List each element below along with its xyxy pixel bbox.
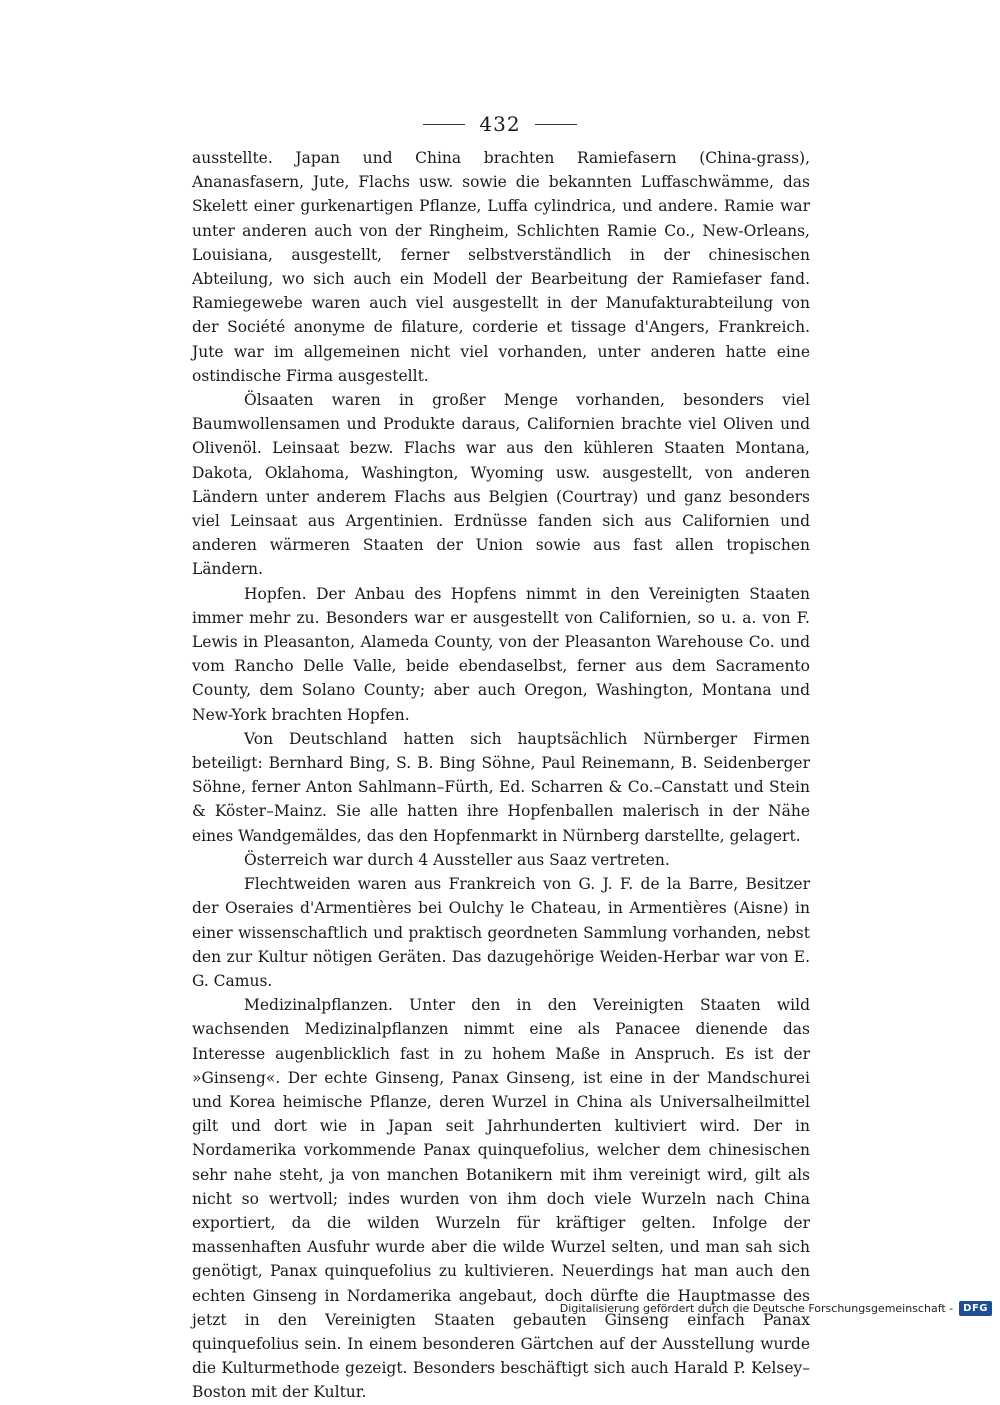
paragraph: Von Deutschland hatten sich hauptsächlich Nürnberger Firmen beteiligt: Bernhard Bing, S. B. Bing Söhne, Paul Reinemann, B. Seidenberger Söhne, ferner Anton Sahlmann–Fürth, Ed. Scharren & Co.–Canstatt und Stein & Köster–Mainz. Sie alle hatten ihre Hopfenballen malerisch in der Nähe eines Wandgemäldes, das den Hopfenmarkt in Nürnberg darstellte, gelagert. <box>192 729 810 845</box>
paragraph: ausstellte. Japan und China brachten Ramiefasern (China-grass), Ananasfasern, Jute, Flachs usw. sowie die bekannten Luffaschwämme, das Skelett einer gurkenartigen Pflanze, Luffa cylindrica, und andere. Ramie war unter anderen auch von der Ringheim, Schlichten Ramie Co., New-Orleans, Louisiana, ausgestellt, ferner selbstverständlich in der chinesischen Abteilung, wo sich auch ein Modell der Bearbeitung der Ramiefaser fand. Ramiegewebe waren auch viel ausgestellt in der Manufakturabteilung von der Société anonyme de filature, corderie et tissage d'Angers, Frankreich. Jute war im allgemeinen nicht viel vorhanden, unter anderen hatte eine ostindische Firma ausgestellt. <box>192 149 810 385</box>
text-body <box>192 146 810 1405</box>
dfg-logo: DFG <box>959 1301 992 1316</box>
paragraph: Medizinalpflanzen. Unter den in den Vereinigten Staaten wild wachsenden Medizinalpflanzen nimmt eine als Panacee dienende das Interesse augenblicklich fast in zu hohem Maße in Anspruch. Es ist der »Ginseng«. Der echte Ginseng, Panax Ginseng, ist eine in der Mandschurei und Korea heimische Pflanze, deren Wurzel in China als Universalheilmittel gilt und dort wie in Japan seit Jahrhunderten kultiviert wird. Der in Nordamerika vorkommende Panax quinquefolius, welcher dem chinesischen sehr nahe steht, ja von manchen Botanikern mit ihm vereinigt wird, gilt als nicht so wertvoll; indes wurden von ihm doch viele Wurzeln nach China exportiert, da die wilden Wurzeln für kräftiger gelten. Infolge der massenhaften Ausfuhr wurde aber die wilde Wurzel selten, und man sah sich genötigt, Panax quinquefolius zu kultivieren. Neuerdings hat man auch den echten Ginseng in Nordamerika angebaut, doch dürfte die Hauptmasse des jetzt in den Vereinigten Staaten gebauten Ginseng einfach Panax quinquefolius sein. In einem besonderen Gärtchen auf der Ausstellung wurde die Kulturmethode gezeigt. Besonders beschäftigt sich auch Harald P. Kelsey–Boston mit der Kultur. <box>192 996 810 1402</box>
credit-text: Digitalisierung gefördert durch die Deutsche Forschungsgemeinschaft - <box>559 1302 954 1315</box>
paragraph: Österreich war durch 4 Aussteller aus Saaz vertreten. <box>244 850 670 869</box>
page-number: 432 <box>479 112 521 136</box>
header-rule-left <box>423 124 465 125</box>
header-rule-right <box>535 124 577 125</box>
digitization-credit <box>560 1301 992 1316</box>
paragraph: Ölsaaten waren in großer Menge vorhanden, besonders viel Baumwollensamen und Produkte daraus, Californien brachte viel Oliven und Olivenöl. Leinsaat bezw. Flachs war aus den kühleren Staaten Montana, Dakota, Oklahoma, Washington, Wyoming usw. ausgestellt, von anderen Ländern unter anderem Flachs aus Belgien (Courtray) und ganz besonders viel Leinsaat aus Argentinien. Erdnüsse fanden sich aus Californien und anderen wärmeren Staaten der Union sowie aus fast allen tropischen Ländern. <box>192 391 810 579</box>
page-header <box>0 112 1000 136</box>
paragraph: Hopfen. Der Anbau des Hopfens nimmt in den Vereinigten Staaten immer mehr zu. Besonders war er ausgestellt von Californien, so u. a. von F. Lewis in Pleasanton, Alameda County, von der Pleasanton Warehouse Co. und vom Rancho Delle Valle, beide ebendaselbst, ferner aus dem Sacramento County, dem Solano County; aber auch Oregon, Washington, Montana und New-York brachten Hopfen. <box>192 584 810 724</box>
paragraph: Flechtweiden waren aus Frankreich von G. J. F. de la Barre, Besitzer der Oseraies d'Armentières bei Oulchy le Chateau, in Armentières (Aisne) in einer wissenschaftlich und praktisch geordneten Sammlung vorhanden, nebst den zur Kultur nötigen Geräten. Das dazugehörige Weiden-Herbar war von E. G. Camus. <box>192 875 810 990</box>
